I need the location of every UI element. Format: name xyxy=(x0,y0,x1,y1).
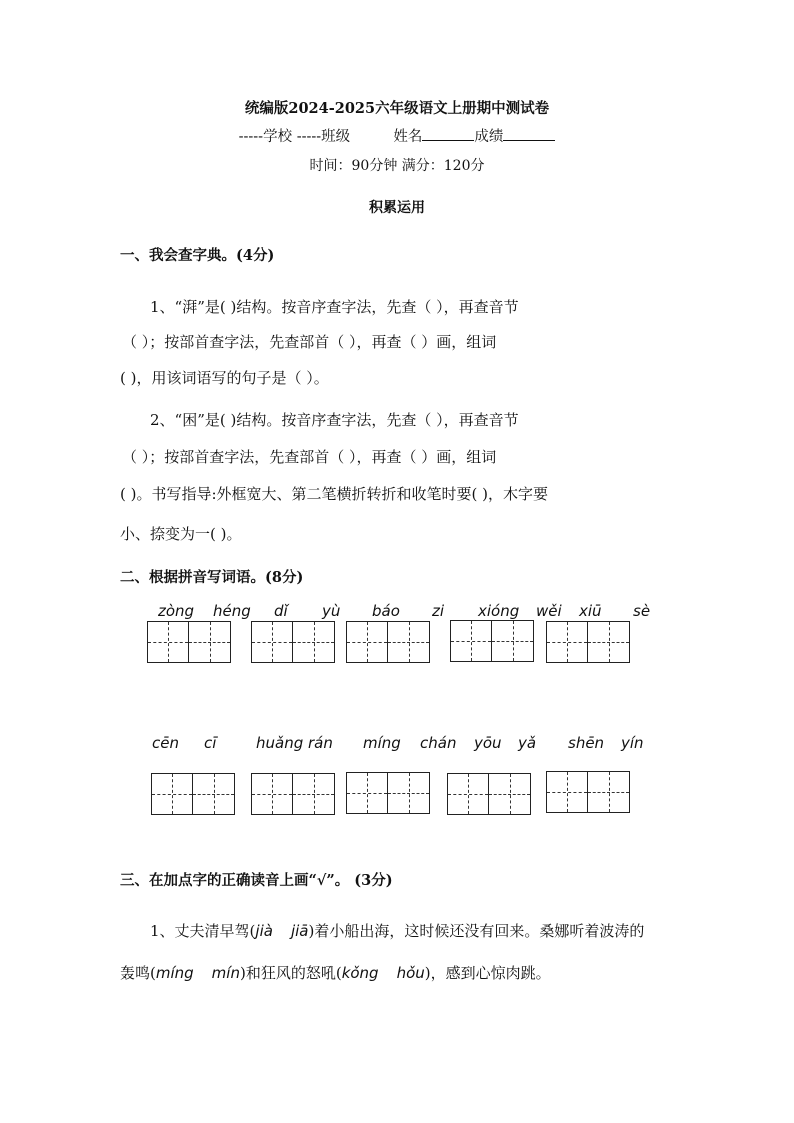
pinyin: héng xyxy=(213,602,251,620)
q3-item1-line1 xyxy=(150,920,644,941)
pinyin: chán xyxy=(420,734,457,752)
pinyin-option[interactable]: jià xyxy=(255,922,273,940)
q1-item2-line2: （ ）；按部首查字法，先查部首（ ），再查（ ）画，组词 xyxy=(122,448,497,466)
pinyin: zòng xyxy=(158,602,195,620)
pinyin: cī xyxy=(204,734,217,752)
q2-heading: 二、根据拼音写词语。(8分) xyxy=(120,569,304,586)
writing-grid[interactable] xyxy=(346,621,430,663)
pinyin: báo xyxy=(372,602,400,620)
pinyin: yù xyxy=(322,602,341,620)
pinyin: cēn xyxy=(152,734,179,752)
q3-text: 1、丈夫清早驾( xyxy=(150,922,256,940)
q3-text: )着小船出海，这时候还没有回来。桑娜听着波涛的 xyxy=(308,922,645,940)
time-info: 时间：90分钟 满分：120分 xyxy=(309,158,485,174)
score-blank xyxy=(503,126,555,141)
writing-grid[interactable] xyxy=(546,621,630,663)
q3-heading: 三、在加点字的正确读音上画“√”。 (3分) xyxy=(120,872,393,889)
q1-item2-line3: ( )。书写指导:外框宽大、第二笔横折转折和收笔时要( )，木字要 xyxy=(120,485,549,503)
writing-grid[interactable] xyxy=(450,620,534,662)
pinyin-option[interactable]: hǒu xyxy=(396,964,425,982)
pinyin: xiū xyxy=(579,602,602,620)
pinyin: yín xyxy=(621,734,644,752)
q3-item1-line2 xyxy=(120,962,551,983)
score-label: 成绩 xyxy=(474,129,504,145)
pinyin: sè xyxy=(633,602,651,620)
q3-text: )和狂风的怒吼( xyxy=(239,964,342,982)
q1-item2-line1: 2、“困”是( )结构。按音序查字法，先查（ ），再查音节 xyxy=(150,411,519,429)
q3-text: 轰鸣( xyxy=(120,964,156,982)
writing-grid[interactable] xyxy=(346,772,430,814)
class-field: -----班级 xyxy=(296,129,351,145)
student-info-line xyxy=(0,125,794,146)
exam-title: 统编版2024-2025六年级语文上册期中测试卷 xyxy=(244,100,550,117)
q1-item1-line2: （ ）；按部首查字法，先查部首（ ），再查（ ）画，组词 xyxy=(122,333,497,351)
writing-grid[interactable] xyxy=(546,771,630,813)
name-label: 姓名 xyxy=(393,129,423,145)
writing-grid[interactable] xyxy=(447,773,531,815)
section-label: 积累运用 xyxy=(369,200,425,216)
pinyin: huǎng rán xyxy=(256,734,333,752)
name-blank xyxy=(422,126,474,141)
pinyin: wěi xyxy=(536,602,562,620)
q1-item1-line3: ( )，用该词语写的句子是（ ）。 xyxy=(120,369,329,387)
pinyin: yǎ xyxy=(518,734,537,752)
pinyin-option[interactable]: míng xyxy=(155,964,194,982)
writing-grid[interactable] xyxy=(151,773,235,815)
writing-grid[interactable] xyxy=(251,621,335,663)
pinyin: shēn xyxy=(568,734,605,752)
q1-heading: 一、我会查字典。(4分) xyxy=(120,247,275,264)
pinyin: xióng xyxy=(478,602,520,620)
pinyin: dǐ xyxy=(274,602,288,620)
pinyin-option[interactable]: mín xyxy=(211,964,240,982)
pinyin-option[interactable]: jiā xyxy=(290,922,309,940)
school-field: -----学校 xyxy=(238,129,293,145)
q1-item1-line1: 1、“湃”是( )结构。按音序查字法，先查（ ），再查音节 xyxy=(150,298,519,316)
pinyin: zi xyxy=(432,602,445,620)
writing-grid[interactable] xyxy=(147,621,231,663)
q1-item2-line4: 小、捺变为一( )。 xyxy=(120,525,242,543)
writing-grid[interactable] xyxy=(251,773,335,815)
pinyin: yōu xyxy=(474,734,502,752)
pinyin-option[interactable]: kǒng xyxy=(341,964,379,982)
q3-text: )，感到心惊肉跳。 xyxy=(424,964,551,982)
pinyin: míng xyxy=(363,734,401,752)
